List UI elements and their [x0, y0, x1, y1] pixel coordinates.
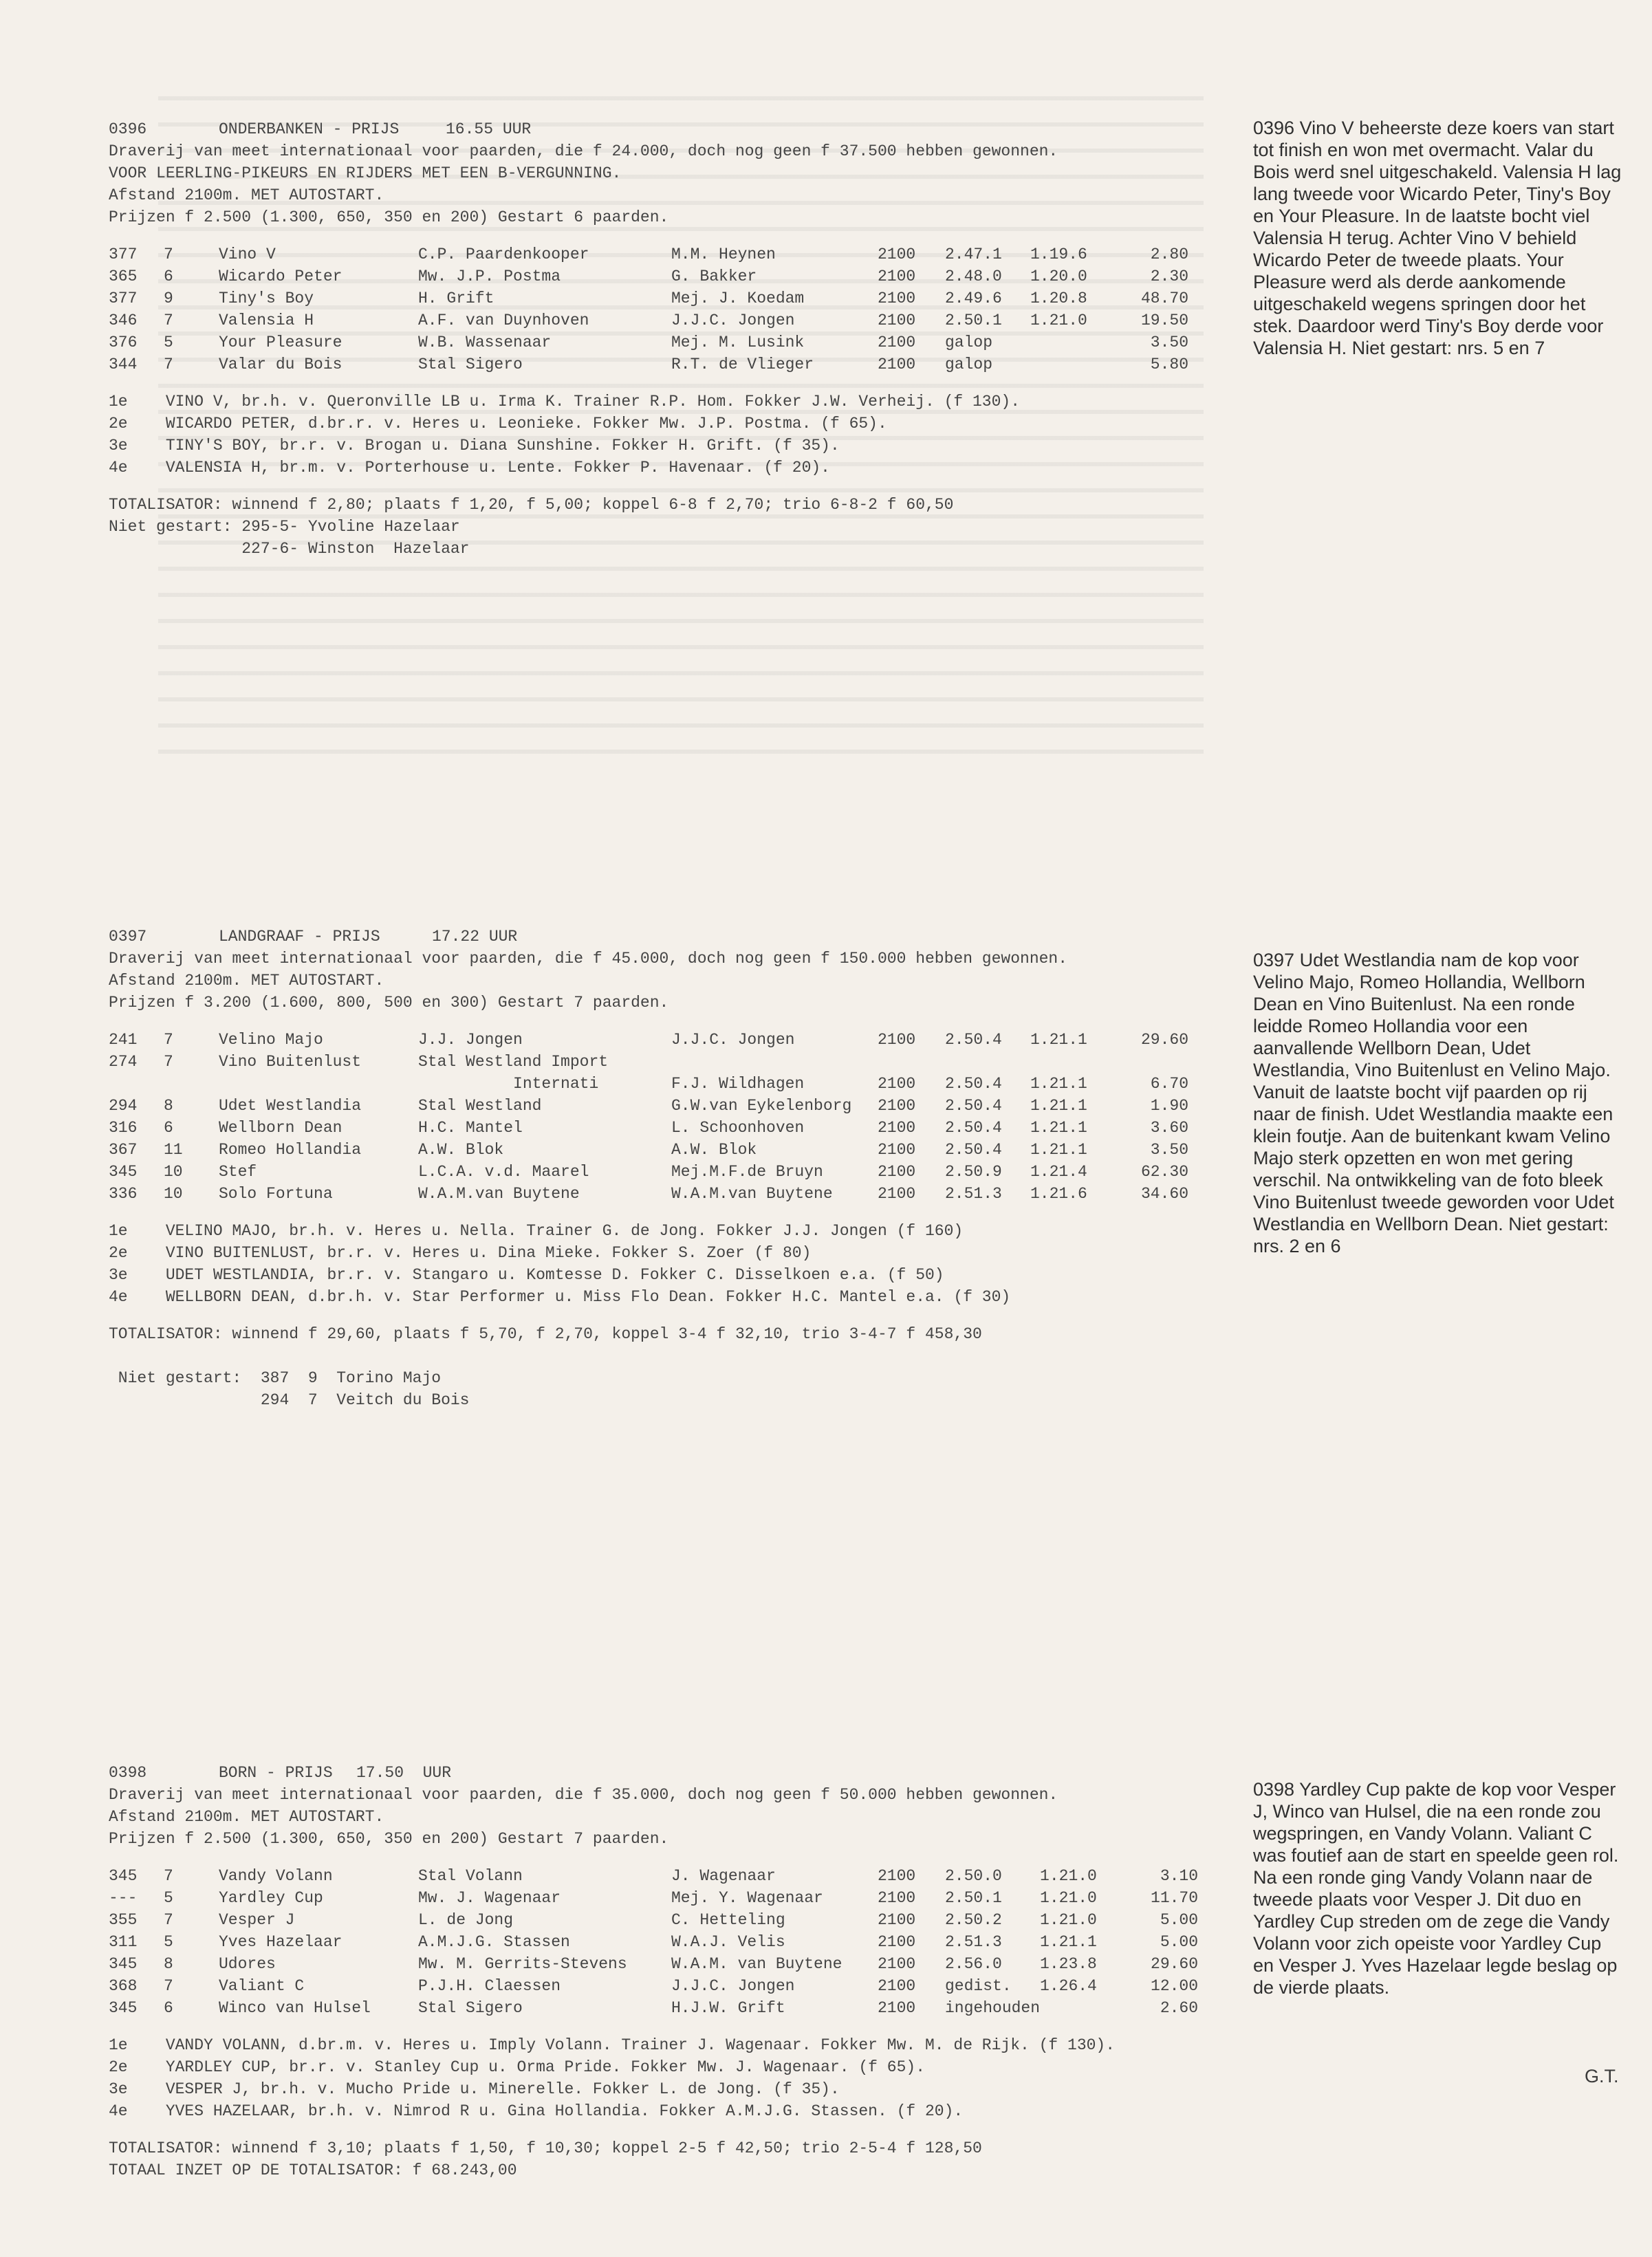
entry-driver: W.A.J. Velis — [671, 1933, 785, 1951]
entry-driver: G. Bakker — [671, 268, 757, 285]
entry-start-number: 11 — [164, 1141, 183, 1159]
entry-driver: J.J.C. Jongen — [671, 1977, 795, 1995]
placings — [109, 1220, 1237, 1308]
entry-km-time: 1.21.1 — [1030, 1141, 1087, 1159]
entry-driver: W.A.M. van Buytene — [671, 1955, 843, 1973]
entry-km-time: 1.21.1 — [1030, 1031, 1087, 1049]
entry-owner: H.C. Mantel — [418, 1119, 523, 1137]
race-name: ONDERBANKEN - PRIJS — [219, 120, 400, 138]
entry-rating: 316 — [109, 1119, 138, 1137]
race-time: 16.55 UUR — [446, 120, 532, 138]
entry-km-time: 1.21.0 — [1040, 1911, 1097, 1929]
entries-table — [109, 243, 1188, 375]
entry-time: 2.51.3 — [945, 1185, 1002, 1203]
entry-rating: 355 — [109, 1911, 138, 1929]
entry-distance: 2100 — [878, 1097, 916, 1115]
entry-distance: 2100 — [878, 1999, 916, 2017]
table-row — [109, 287, 1188, 309]
entry-start-number: 6 — [164, 1119, 173, 1137]
placings — [109, 2034, 1237, 2122]
entry-driver: F.J. Wildhagen — [671, 1075, 805, 1093]
entry-time: galop — [945, 356, 993, 373]
entry-horse: Yves Hazelaar — [219, 1933, 343, 1951]
entry-time: gedist. — [945, 1977, 1012, 1995]
entry-distance: 2100 — [878, 1031, 916, 1049]
entry-driver: W.A.M.van Buytene — [671, 1185, 833, 1203]
table-row — [109, 1865, 1198, 1887]
totalisator-line: TOTALISATOR: winnend f 3,10; plaats f 1,50, f 10,30; koppel 2-5 f 42,50; trio 2-5-4 f 128,50 — [109, 2139, 982, 2157]
entry-rating: 345 — [109, 1955, 138, 1973]
race-conditions — [109, 1784, 1237, 1850]
entry-km-time: 1.23.8 — [1040, 1955, 1097, 1973]
entry-start-number: 6 — [164, 1999, 173, 2017]
race-header — [109, 1762, 1237, 1784]
entry-distance: 2100 — [878, 268, 916, 285]
table-row — [109, 243, 1188, 265]
entry-odds: 62.30 — [1140, 1163, 1188, 1181]
entry-horse: Udet Westlandia — [219, 1097, 362, 1115]
entry-horse: Your Pleasure — [219, 334, 343, 351]
entry-km-time: 1.21.1 — [1030, 1119, 1087, 1137]
entry-time — [945, 1051, 1030, 1073]
entry-distance: 2100 — [878, 1889, 916, 1907]
race-0397 — [109, 926, 1237, 1411]
entry-km-time: 1.21.0 — [1040, 1889, 1097, 1907]
entry-horse: Vesper J — [219, 1911, 295, 1929]
entry-distance: 2100 — [878, 1911, 916, 1929]
placing-line: 2e VINO BUITENLUST, br.r. v. Heres u. Dina Mieke. Fokker S. Zoer (f 80) — [109, 1244, 812, 1262]
entry-owner: A.F. van Duynhoven — [418, 312, 589, 329]
entry-rating: --- — [109, 1889, 138, 1907]
condition-line: Draverij van meet internationaal voor paarden, die f 35.000, doch nog geen f 50.000 hebben gewonnen. — [109, 1786, 1058, 1804]
race-0398 — [109, 1762, 1237, 2181]
entry-start-number: 6 — [164, 268, 173, 285]
entry-start-number: 8 — [164, 1097, 173, 1115]
race-code: 0398 — [109, 1764, 147, 1782]
entry-km-time: 1.21.6 — [1030, 1185, 1087, 1203]
entry-odds — [1113, 1051, 1188, 1073]
entry-start-number: 7 — [164, 246, 173, 263]
table-row — [109, 1139, 1188, 1161]
condition-line: Afstand 2100m. MET AUTOSTART. — [109, 972, 384, 990]
entry-distance: 2100 — [878, 356, 916, 373]
table-row — [109, 1953, 1198, 1975]
entry-odds: 3.10 — [1160, 1867, 1199, 1885]
entry-time: 2.50.4 — [945, 1119, 1002, 1137]
entry-km-time — [1030, 353, 1113, 375]
entry-owner: Stal Sigero — [418, 1999, 523, 2017]
table-row — [109, 1161, 1188, 1183]
entry-time: 2.50.2 — [945, 1911, 1002, 1929]
entry-start-number: 9 — [164, 290, 173, 307]
entry-owner: L. de Jong — [418, 1911, 514, 1929]
totalisator-line: Niet gestart: 387 9 Torino Majo — [109, 1369, 442, 1387]
entry-distance: 2100 — [878, 290, 916, 307]
entry-horse: Tiny's Boy — [219, 290, 314, 307]
entry-distance: 2100 — [878, 1933, 916, 1951]
entry-rating: 377 — [109, 246, 138, 263]
placing-line: 2e WICARDO PETER, d.br.r. v. Heres u. Leonieke. Fokker Mw. J.P. Postma. (f 65). — [109, 415, 887, 433]
entry-owner: H. Grift — [418, 290, 494, 307]
condition-line: Prijzen f 3.200 (1.600, 800, 500 en 300) Gestart 7 paarden. — [109, 994, 669, 1012]
race-time: 17.22 UUR — [432, 928, 518, 946]
entry-rating: 376 — [109, 334, 138, 351]
entry-driver: Mej. M. Lusink — [671, 334, 805, 351]
entry-owner: Internati — [418, 1075, 599, 1093]
entry-time: 2.50.4 — [945, 1141, 1002, 1159]
entry-km-time: 1.21.1 — [1030, 1075, 1087, 1093]
condition-line: Prijzen f 2.500 (1.300, 650, 350 en 200) Gestart 6 paarden. — [109, 208, 669, 226]
totalisator-line: 294 7 Veitch du Bois — [109, 1391, 470, 1409]
entry-rating: 336 — [109, 1185, 138, 1203]
entry-rating: 274 — [109, 1053, 138, 1071]
entry-time: 2.50.1 — [945, 1889, 1002, 1907]
table-row — [109, 1095, 1188, 1117]
entry-owner: A.M.J.G. Stassen — [418, 1933, 570, 1951]
entry-odds: 2.30 — [1150, 268, 1188, 285]
entry-start-number: 7 — [164, 1053, 173, 1071]
entry-horse: Vino V — [219, 246, 276, 263]
entry-horse: Winco van Hulsel — [219, 1999, 371, 2017]
entry-km-time: 1.19.6 — [1030, 246, 1087, 263]
entry-time: 2.48.0 — [945, 268, 1002, 285]
entry-rating: 368 — [109, 1977, 138, 1995]
entry-distance: 2100 — [878, 334, 916, 351]
placing-line: 1e VELINO MAJO, br.h. v. Heres u. Nella. Trainer G. de Jong. Fokker J.J. Jongen (f 160) — [109, 1222, 964, 1240]
entry-odds: 34.60 — [1140, 1185, 1188, 1203]
entry-start-number: 7 — [164, 1911, 173, 1929]
entry-km-time — [1030, 1051, 1113, 1073]
entry-rating: 294 — [109, 1097, 138, 1115]
entry-rating: 345 — [109, 1163, 138, 1181]
entry-odds: 29.60 — [1151, 1955, 1199, 1973]
entry-rating: 346 — [109, 312, 138, 329]
entry-horse: Romeo Hollandia — [219, 1141, 362, 1159]
race-header — [109, 118, 1237, 140]
entry-start-number: 5 — [164, 1933, 173, 1951]
entry-driver: R.T. de Vlieger — [671, 356, 814, 373]
entry-km-time: 1.21.1 — [1030, 1097, 1087, 1115]
entry-rating: 345 — [109, 1999, 138, 2017]
race-code: 0396 — [109, 120, 147, 138]
totalisator-line — [109, 1345, 1237, 1367]
entry-odds: 3.50 — [1150, 1141, 1188, 1159]
entry-time: 2.47.1 — [945, 246, 1002, 263]
entry-time: 2.56.0 — [945, 1955, 1002, 1973]
entry-horse: Solo Fortuna — [219, 1185, 333, 1203]
placing-line: 3e UDET WESTLANDIA, br.r. v. Stangaro u. Komtesse D. Fokker C. Disselkoen e.a. (f 50) — [109, 1266, 944, 1284]
entry-owner: L.C.A. v.d. Maarel — [418, 1163, 589, 1181]
entry-horse: Vino Buitenlust — [219, 1053, 362, 1071]
entry-driver: C. Hetteling — [671, 1911, 785, 1929]
totalisator-line: TOTALISATOR: winnend f 2,80; plaats f 1,20, f 5,00; koppel 6-8 f 2,70; trio 6-8-2 f 60,50 — [109, 496, 954, 514]
table-row — [109, 1073, 1188, 1095]
entry-horse: Udores — [219, 1955, 276, 1973]
race-name: LANDGRAAF - PRIJS — [219, 928, 380, 946]
entry-km-time: 1.20.8 — [1030, 290, 1087, 307]
entry-owner: P.J.H. Claessen — [418, 1977, 561, 1995]
entry-odds: 3.60 — [1150, 1119, 1188, 1137]
entry-time: 2.50.4 — [945, 1075, 1002, 1093]
entry-distance: 2100 — [878, 246, 916, 263]
entry-start-number — [164, 1073, 219, 1095]
entry-horse: Wicardo Peter — [219, 268, 343, 285]
entry-time: 2.50.0 — [945, 1867, 1002, 1885]
placing-line: 4e VALENSIA H, br.m. v. Porterhouse u. Lente. Fokker P. Havenaar. (f 20). — [109, 459, 830, 477]
entry-km-time: 1.21.0 — [1030, 312, 1087, 329]
entry-owner: Stal Westland Import — [418, 1053, 609, 1071]
entry-km-time: 1.26.4 — [1040, 1977, 1097, 1995]
entry-driver: G.W.van Eykelenborg — [671, 1097, 852, 1115]
race-name: BORN - PRIJS — [219, 1764, 333, 1782]
entry-odds: 19.50 — [1140, 312, 1188, 329]
entry-distance: 2100 — [878, 1163, 916, 1181]
race-code: 0397 — [109, 928, 147, 946]
entry-horse: Vandy Volann — [219, 1867, 333, 1885]
entry-distance: 2100 — [878, 312, 916, 329]
table-row — [109, 1029, 1188, 1051]
entry-distance: 2100 — [878, 1119, 916, 1137]
entry-start-number: 10 — [164, 1163, 183, 1181]
entry-driver: J.J.C. Jongen — [671, 312, 795, 329]
entry-rating: 345 — [109, 1867, 138, 1885]
entry-owner: Mw. J. Wagenaar — [418, 1889, 561, 1907]
race-time: 17.50 UUR — [356, 1764, 452, 1782]
entry-rating: 377 — [109, 290, 138, 307]
entries-table — [109, 1865, 1198, 2019]
entry-odds: 1.90 — [1150, 1097, 1188, 1115]
entry-distance: 2100 — [878, 1867, 916, 1885]
entry-start-number: 10 — [164, 1185, 183, 1203]
totalisator-line: TOTAAL INZET OP DE TOTALISATOR: f 68.243,00 — [109, 2161, 517, 2179]
entry-time: 2.50.4 — [945, 1097, 1002, 1115]
entry-driver: J.J.C. Jongen — [671, 1031, 795, 1049]
totalisator-line: TOTALISATOR: winnend f 29,60, plaats f 5,70, f 2,70, koppel 3-4 f 32,10, trio 3-4-7 f 458,30 — [109, 1325, 982, 1343]
entry-distance: 2100 — [878, 1955, 916, 1973]
table-row — [109, 1931, 1198, 1953]
entries-table — [109, 1029, 1188, 1205]
entry-km-time — [1030, 331, 1113, 353]
table-row — [109, 331, 1188, 353]
entry-driver: A.W. Blok — [671, 1141, 757, 1159]
entry-time: 2.51.3 — [945, 1933, 1002, 1951]
entry-start-number: 7 — [164, 1031, 173, 1049]
entry-start-number: 7 — [164, 1977, 173, 1995]
entry-driver: Mej. J. Koedam — [671, 290, 805, 307]
placing-line: 2e YARDLEY CUP, br.r. v. Stanley Cup u. Orma Pride. Fokker Mw. J. Wagenaar. (f 65). — [109, 2058, 925, 2076]
entry-owner: W.B. Wassenaar — [418, 334, 552, 351]
entry-driver — [671, 1051, 878, 1073]
entry-driver: Mej.M.F.de Bruyn — [671, 1163, 823, 1181]
entry-driver: Mej. Y. Wagenaar — [671, 1889, 823, 1907]
table-row — [109, 353, 1188, 375]
entry-owner: A.W. Blok — [418, 1141, 504, 1159]
totalisator-line: 227-6- Winston Hazelaar — [109, 540, 470, 558]
entry-owner: Stal Sigero — [418, 356, 523, 373]
table-row — [109, 309, 1188, 331]
entry-owner: Stal Westland — [418, 1097, 542, 1115]
entry-odds: 2.80 — [1150, 246, 1188, 263]
table-row — [109, 1887, 1198, 1909]
entry-start-number: 7 — [164, 312, 173, 329]
commentary-0396: 0396 Vino V beheerste deze koers van start tot finish en won met overmacht. Valar du Bois werd snel uitgeschakeld. Valensia H lag lang tweede voor Wicardo Peter, Tiny's Boy en Your Pleasure. In de laatste bocht viel Valensia H terug. Achter Vino V behield Wicardo Peter de tweede plaats. Your Pleasure werd als derde aankomende uitgeschakeld wegens springen door het stek. Daardoor werd Tiny's Boy derde voor Valensia H. Niet gestart: nrs. 5 en 7 — [1253, 118, 1622, 358]
entry-driver: M.M. Heynen — [671, 246, 776, 263]
entry-distance: 2100 — [878, 1185, 916, 1203]
entry-odds: 5.80 — [1150, 356, 1188, 373]
condition-line: Draverij van meet internationaal voor paarden, die f 24.000, doch nog geen f 37.500 hebben gewonnen. — [109, 142, 1058, 160]
race-0396 — [109, 118, 1237, 560]
entry-odds: 11.70 — [1151, 1889, 1199, 1907]
race-conditions — [109, 948, 1237, 1014]
entry-odds: 12.00 — [1151, 1977, 1199, 1995]
entry-driver: J. Wagenaar — [671, 1867, 776, 1885]
entry-km-time: 1.21.0 — [1040, 1867, 1097, 1885]
placing-line: 3e VESPER J, br.h. v. Mucho Pride u. Minerelle. Fokker L. de Jong. (f 35). — [109, 2080, 840, 2098]
entry-owner: J.J. Jongen — [418, 1031, 523, 1049]
entry-rating: 311 — [109, 1933, 138, 1951]
entry-owner: C.P. Paardenkooper — [418, 246, 589, 263]
entry-rating: 365 — [109, 268, 138, 285]
entry-owner: W.A.M.van Buytene — [418, 1185, 580, 1203]
entry-horse: Valar du Bois — [219, 356, 343, 373]
entry-rating: 367 — [109, 1141, 138, 1159]
entry-odds: 5.00 — [1160, 1933, 1199, 1951]
placing-line: 4e YVES HAZELAAR, br.h. v. Nimrod R u. Gina Hollandia. Fokker A.M.J.G. Stassen. (f 20). — [109, 2102, 964, 2120]
entry-start-number: 5 — [164, 1889, 173, 1907]
condition-line: Afstand 2100m. MET AUTOSTART. — [109, 1808, 384, 1826]
entry-odds: 48.70 — [1140, 290, 1188, 307]
entry-km-time — [1040, 1997, 1122, 2019]
entry-odds: 6.70 — [1150, 1075, 1188, 1093]
entry-driver: L. Schoonhoven — [671, 1119, 805, 1137]
entry-odds: 5.00 — [1160, 1911, 1199, 1929]
entry-distance — [878, 1051, 945, 1073]
entry-driver: H.J.W. Grift — [671, 1999, 785, 2017]
entry-rating: 344 — [109, 356, 138, 373]
entry-horse: Velino Majo — [219, 1031, 323, 1049]
entry-time: 2.49.6 — [945, 290, 1002, 307]
table-row — [109, 1997, 1198, 2019]
entry-rating: 241 — [109, 1031, 138, 1049]
table-row — [109, 1183, 1188, 1205]
entry-horse: Yardley Cup — [219, 1889, 323, 1907]
table-row — [109, 265, 1188, 287]
entry-owner: Mw. M. Gerrits-Stevens — [418, 1955, 627, 1973]
entry-time: 2.50.9 — [945, 1163, 1002, 1181]
entry-owner: Stal Volann — [418, 1867, 523, 1885]
condition-line: Afstand 2100m. MET AUTOSTART. — [109, 186, 384, 204]
author-initials: G.T. — [1585, 2066, 1619, 2086]
entry-horse: Valiant C — [219, 1977, 305, 1995]
condition-line: Draverij van meet internationaal voor paarden, die f 45.000, doch nog geen f 150.000 hebben gewonnen. — [109, 950, 1068, 968]
entry-start-number: 7 — [164, 356, 173, 373]
placing-line: 3e TINY'S BOY, br.r. v. Brogan u. Diana Sunshine. Fokker H. Grift. (f 35). — [109, 437, 840, 455]
totalisator — [109, 1323, 1237, 1411]
totalisator — [109, 494, 1237, 560]
entry-km-time: 1.21.1 — [1040, 1933, 1097, 1951]
placings — [109, 391, 1237, 479]
entry-owner: Mw. J.P. Postma — [418, 268, 561, 285]
placing-line: 1e VINO V, br.h. v. Queronville LB u. Irma K. Trainer R.P. Hom. Fokker J.W. Verheij. (f 130). — [109, 393, 1021, 411]
entry-distance: 2100 — [878, 1075, 916, 1093]
table-row — [109, 1909, 1198, 1931]
placing-line: 1e VANDY VOLANN, d.br.m. v. Heres u. Imply Volann. Trainer J. Wagenaar. Fokker Mw. M. de Rijk. (f 130). — [109, 2036, 1116, 2054]
entry-odds: 29.60 — [1140, 1031, 1188, 1049]
table-row — [109, 1051, 1188, 1073]
entry-horse — [219, 1073, 418, 1095]
table-row — [109, 1117, 1188, 1139]
entry-rating — [109, 1073, 164, 1095]
entry-time: ingehouden — [945, 1999, 1041, 2017]
entry-distance: 2100 — [878, 1141, 916, 1159]
race-header — [109, 926, 1237, 948]
entry-distance: 2100 — [878, 1977, 916, 1995]
entry-odds: 3.50 — [1150, 334, 1188, 351]
entry-time: galop — [945, 334, 993, 351]
race-conditions — [109, 140, 1237, 228]
entry-horse: Valensia H — [219, 312, 314, 329]
entry-start-number: 8 — [164, 1955, 173, 1973]
placing-line: 4e WELLBORN DEAN, d.br.h. v. Star Performer u. Miss Flo Dean. Fokker H.C. Mantel e.a. (f 30) — [109, 1288, 1011, 1306]
entry-km-time: 1.21.4 — [1030, 1163, 1087, 1181]
commentary-0397: 0397 Udet Westlandia nam de kop voor Velino Majo, Romeo Hollandia, Wellborn Dean en Vino Buitenlust. Na een ronde leidde Romeo Hollandia voor een aanvallende Wellborn Dean, Udet Westlandia, Vino Buitenlust en Velino Majo. Vanuit de laatste bocht vijf paarden op rij naar de finish. Udet Westlandia maakte een klein foutje. Aan de buitenkant kwam Velino Majo sterk opzetten en won met gering verschil. Na ontwikkeling van de foto bleek Vino Buitenlust tweede geworden voor Udet Westlandia en Wellborn Dean. Niet gestart: nrs. 2 en 6 — [1253, 950, 1614, 1256]
entry-horse: Wellborn Dean — [219, 1119, 343, 1137]
entry-km-time: 1.20.0 — [1030, 268, 1087, 285]
condition-line: VOOR LEERLING-PIKEURS EN RIJDERS MET EEN B-VERGUNNING. — [109, 164, 622, 182]
totalisator-line: Niet gestart: 295-5- Yvoline Hazelaar — [109, 518, 460, 536]
entry-time: 2.50.4 — [945, 1031, 1002, 1049]
entry-horse: Stef — [219, 1163, 257, 1181]
entry-start-number: 5 — [164, 334, 173, 351]
entry-odds: 2.60 — [1160, 1999, 1199, 2017]
table-row — [109, 1975, 1198, 1997]
commentary-0398: 0398 Yardley Cup pakte de kop voor Vesper J, Winco van Hulsel, die na een ronde zou wegspringen, en Vandy Volann. Valiant C was foutief aan de start en speelde geen rol. Na een ronde ging Vandy Volann naar de tweede plaats voor Vesper J. Dit duo en Yardley Cup streden om de zege die Vandy Volann voor zich opeiste voor Yardley Cup en Vesper J. Yves Hazelaar legde beslag op de vierde plaats. — [1253, 1779, 1619, 1998]
condition-line: Prijzen f 2.500 (1.300, 650, 350 en 200) Gestart 7 paarden. — [109, 1830, 669, 1848]
entry-start-number: 7 — [164, 1867, 173, 1885]
totalisator — [109, 2137, 1237, 2181]
entry-time: 2.50.1 — [945, 312, 1002, 329]
